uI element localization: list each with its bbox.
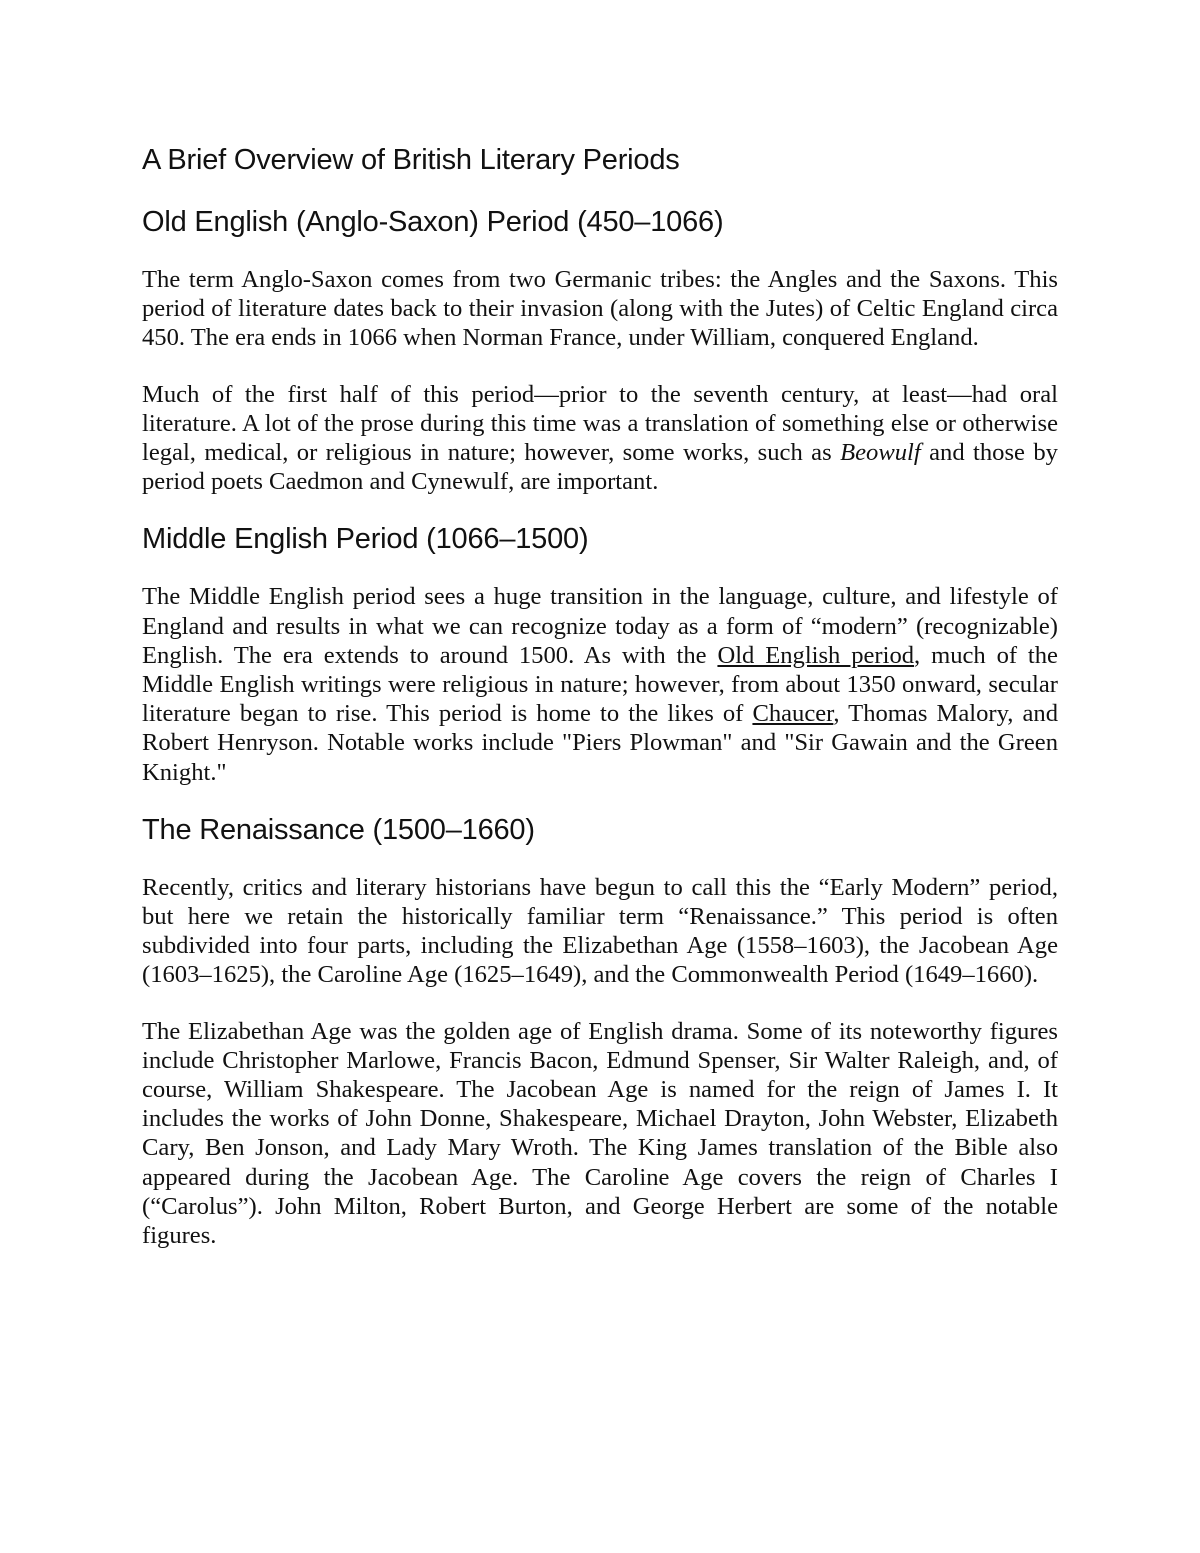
- paragraph: Recently, critics and literary historians have begun to call this the “Early Modern” period, but here we retain the historically familiar term “Renaissance.” This period is often subdivided into four parts, including the Elizabethan Age (1558–1603), the Jacobean Age (1603–1625), the Caroline Age (1625–1649), and the Commonwealth Period (1649–1660).: [142, 873, 1058, 989]
- paragraph-text: , much of the Middle English writings were religious in nature; however, from about 1350 onward, secular literature began to rise. This period is home to the likes of: [142, 641, 1058, 728]
- chaucer-link[interactable]: Chaucer: [752, 700, 834, 728]
- section-old-english: [142, 202, 1058, 496]
- document-title: A Brief Overview of British Literary Periods: [142, 144, 680, 176]
- paragraph-text: Much of the first half of this period—prior to the seventh century, at least—had oral literature. A lot of the prose during this time was a translation of something else or otherwise legal, medical, or religious in nature; however, some works, such as: [142, 380, 1058, 467]
- paragraph: The Elizabethan Age was the golden age of English drama. Some of its noteworthy figures include Christopher Marlowe, Francis Bacon, Edmund Spenser, Sir Walter Raleigh, and, of course, William Shakespeare. The Jacobean Age is named for the reign of James I. It includes the works of John Donne, Shakespeare, Michael Drayton, John Webster, Elizabeth Cary, Ben Jonson, and Lady Mary Wroth. The King James translation of the Bible also appeared during the Jacobean Age. The Caroline Age covers the reign of Charles I (“Carolus”). John Milton, Robert Burton, and George Herbert are some of the notable figures.: [142, 1017, 1058, 1250]
- paragraph: [142, 380, 1058, 497]
- section-heading-middle-english: Middle English Period (1066–1500): [142, 523, 589, 556]
- paragraph-text: The Middle English period sees a huge transition in the language, culture, and lifestyle of England and results in what we can recognize today as a form of “modern” (recognizable) English. The era extends to around 1500. As with the: [142, 583, 1058, 669]
- paragraph: [142, 582, 1058, 786]
- section-heading-renaissance: The Renaissance (1500–1660): [142, 813, 535, 846]
- beowulf-title: Beowulf: [840, 439, 921, 467]
- section-middle-english: [142, 519, 1058, 786]
- document-page: [142, 140, 1058, 1277]
- old-english-period-link[interactable]: Old English period: [717, 641, 915, 669]
- section-heading-old-english: Old English (Anglo-Saxon) Period (450–1066): [142, 206, 724, 238]
- paragraph: The term Anglo-Saxon comes from two Germanic tribes: the Angles and the Saxons. This period of literature dates back to their invasion (along with the Jutes) of Celtic England circa 450. The era ends in 1066 when Norman France, under William, conquered England.: [142, 266, 1058, 352]
- paragraph-text: and those by period poets Caedmon and Cynewulf, are important.: [142, 439, 1058, 496]
- section-renaissance: [142, 810, 1058, 1250]
- paragraph-text: , Thomas Malory, and Robert Henryson. Notable works include "Piers Plowman" and "Sir Gawain and the Green Knight.": [142, 700, 1059, 786]
